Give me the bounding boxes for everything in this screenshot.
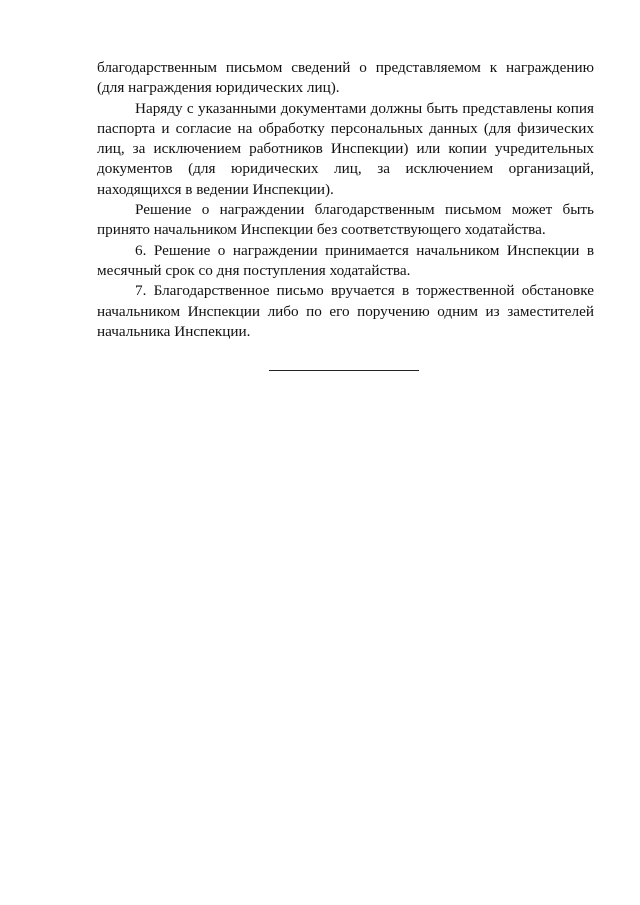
text-line: 7. Благодарственное письмо вручается в торжественной обстановке xyxy=(135,282,594,300)
text-line: начальником Инспекции либо по его поручению одним из заместителей xyxy=(97,302,594,320)
text-line: находящихся в ведении Инспекции). xyxy=(97,180,334,198)
text-line: благодарственным письмом сведений о представляемом к награждению xyxy=(97,59,594,76)
text-line: документов (для юридических лиц, за исключением организаций, xyxy=(97,160,594,178)
text-line: принято начальником Инспекции без соответствующего ходатайства. xyxy=(97,221,546,239)
document-text xyxy=(97,58,594,342)
text-line: (для награждения юридических лиц). xyxy=(97,79,340,97)
text-line: Наряду с указанными документами должны быть представлены копия xyxy=(135,99,594,117)
text-line: 6. Решение о награждении принимается начальником Инспекции в xyxy=(135,241,594,259)
end-of-document-rule xyxy=(269,370,419,371)
text-line: паспорта и согласие на обработку персональных данных (для физических xyxy=(97,119,594,137)
text-line: начальника Инспекции. xyxy=(97,322,251,340)
text-line: лиц, за исключением работников Инспекции) или копии учредительных xyxy=(97,140,594,158)
text-line: Решение о награждении благодарственным письмом может быть xyxy=(135,201,594,219)
text-line: месячный срок со дня поступления ходатайства. xyxy=(97,261,411,279)
